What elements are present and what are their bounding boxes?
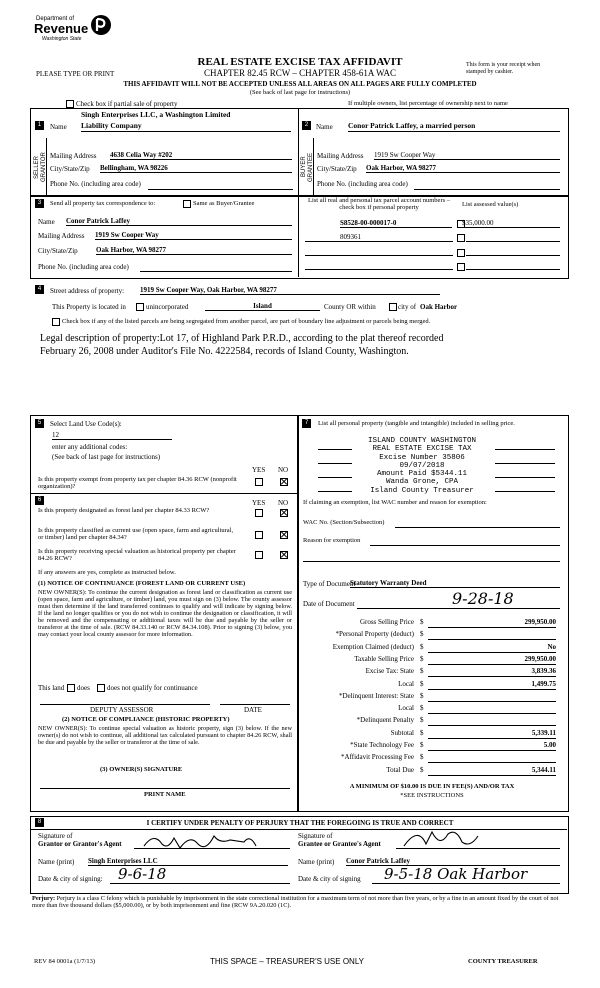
fee-row-label: *State Technology Fee (350, 741, 414, 749)
corr-city-label: City/State/Zip (38, 247, 78, 255)
doc-type-value: Statutory Warranty Deed (350, 579, 560, 588)
seller-city-label: City/State/Zip (50, 165, 90, 173)
doc-type-label: Type of Document (303, 580, 356, 588)
perjury-label: Perjury: (32, 895, 56, 902)
historic-no-checkbox[interactable] (280, 551, 288, 559)
fee-row-label: Local (398, 704, 414, 713)
stamp-line-4: 09/07/2018 (399, 461, 445, 470)
assessed-header: List assessed value(s) (462, 201, 519, 208)
fee-row-value: No (428, 643, 556, 653)
county-value: Island (205, 302, 320, 311)
notice-1-body: NEW OWNER(S): To continue the current designation as forest land or classification as current use (open space, farm and agriculture, or timber) land, you must sign on (3) below. The county assessor must then determine if the land transferred continues to qualify and will indicate by signing below. If the land no longer qualifies or you do not wish to continue the designation or classification, it will be removed and the compensating or additional taxes will be due and payable by the seller or transferor at the time of sale. (RCW 84.33.140 or RCW 84.34.108). Prior to signing (3) below, you may contact your local county assessor for more information. (38, 589, 292, 639)
receipt-note: This form is your receipt when stamped by cashier. (466, 62, 541, 75)
corr-name-label: Name (38, 218, 55, 226)
fee-row-currency: $ (420, 667, 424, 676)
parcel-1-value: S8528-00-000017-0 (340, 219, 452, 228)
fee-row-currency: $ (420, 765, 424, 774)
warning-text: THIS AFFIDAVIT WILL NOT BE ACCEPTED UNLESS ALL AREAS ON ALL PAGES ARE FULLY COMPLETED (123, 80, 477, 88)
chapter-ref: CHAPTER 82.45 RCW – CHAPTER 458-61A WAC (204, 68, 396, 78)
exempt-question: Is this property exempt from property tax per chapter 84.36 RCW (nonprofit organization)? (38, 476, 237, 491)
grantee-name-value: Conor Patrick Laffey (346, 857, 560, 866)
fee-row-currency: $ (420, 654, 424, 663)
fee-row-value: 299,950.00 (428, 618, 556, 628)
located-label: This Property is located in (52, 303, 126, 311)
fee-row-value: 299,950.00 (428, 655, 556, 665)
stamp-line-2: REAL ESTATE EXCISE TAX (372, 445, 472, 454)
grantee-sig-line2: Grantee or Grantee's Agent (298, 840, 381, 849)
send-correspondence-label: Send all property tax correspondence to: (50, 200, 156, 207)
land-use-see-back: (See back of last page for instructions) (52, 453, 161, 461)
grantor-signature-scribble-icon (140, 830, 260, 852)
personal-property-label: List all personal property (tangible and intangible) included in selling price. (318, 420, 515, 427)
assessed-1-value: $35,000.00 (462, 219, 560, 228)
fee-row-label: Gross Selling Price (359, 618, 414, 626)
minimum-due-text: A MINIMUM OF $10.00 IS DUE IN FEE(S) AND/OR TAX (349, 783, 515, 790)
corr-mailing-label: Mailing Address (38, 232, 85, 240)
additional-codes-label: enter any additional codes: (52, 443, 128, 451)
wac-label: WAC No. (Section/Subsection) (303, 519, 385, 526)
treasurer-stamp (352, 437, 492, 495)
fee-row-currency: $ (420, 741, 424, 749)
same-as-buyer-label: Same as Buyer/Grantee (193, 200, 255, 207)
buyer-city-value: Oak Harbor, WA 98277 (366, 164, 560, 173)
fee-row-value (428, 716, 556, 726)
fee-row-value (428, 692, 556, 702)
fee-row-currency: $ (420, 679, 424, 688)
section-7-number: 7 (302, 419, 311, 428)
unincorporated-checkbox[interactable] (136, 303, 144, 311)
s6-no-header: NO (278, 499, 289, 507)
forest-question: Is this property designated as forest land per chapter 84.33 RCW? (38, 507, 210, 514)
grantor-signature (140, 830, 260, 857)
historic-question: Is this property receiving special valuation as historical property per chapter 84.26 RCW? (38, 548, 236, 563)
if-yes-text: If any answers are yes, complete as instructed below. (38, 569, 176, 576)
grantor-name-value: Singh Enterprises LLC (88, 857, 288, 866)
notice-2-title: (2) NOTICE OF COMPLIANCE (HISTORIC PROPERTY) (62, 716, 230, 723)
see-back-text: (See back of last page for instructions) (249, 89, 351, 96)
corr-phone-label: Phone No. (including area code) (38, 263, 129, 271)
parcel-3-personal-checkbox[interactable] (457, 249, 465, 257)
historic-yes-checkbox[interactable] (255, 551, 263, 559)
treasurer-use-label: THIS SPACE – TREASURER'S USE ONLY (210, 957, 365, 966)
form-title: REAL ESTATE EXCISE TAX AFFIDAVIT (197, 56, 403, 68)
corr-name-value: Conor Patrick Laffey (66, 217, 292, 226)
logo-mark-icon (90, 14, 112, 36)
multiple-owners-label: If multiple owners, list percentage of ownership next to name (348, 100, 508, 107)
buyer-city-label: City/State/Zip (317, 165, 357, 173)
please-print: PLEASE TYPE OR PRINT (36, 70, 115, 78)
fee-row-value (428, 753, 556, 763)
parcel-header: List all real and personal tax parcel account numbers – check box if personal property (307, 197, 451, 212)
grantee-signature-label (298, 832, 381, 848)
grantor-sig-line2: Grantor or Grantor's Agent (38, 840, 122, 849)
grantor-signature-label (38, 832, 122, 848)
date-label: DATE (244, 706, 262, 714)
logo-name: Revenue (34, 21, 89, 36)
buyer-mailing-label: Mailing Address (317, 152, 364, 160)
partial-sale-label: Check box if partial sale of property (76, 100, 178, 108)
seller-side-label: SELLER GRANTOR (34, 152, 47, 182)
exemption-label: If claiming an exemption, list WAC number and reason for exemption: (303, 499, 487, 506)
street-value: 1919 Sw Cooper Way, Oak Harbor, WA 98277 (140, 286, 440, 295)
buyer-mailing-value: 1919 Sw Cooper Way (374, 151, 560, 160)
grantee-signature-scribble-icon (400, 826, 480, 852)
fee-row-value: 5,339.11 (428, 729, 556, 739)
seller-name-line2: Liability Company (81, 122, 291, 132)
notice-1-title: (1) NOTICE OF CONTINUANCE (FOREST LAND OR CURRENT USE) (38, 580, 246, 587)
fee-row-label: *Delinquent Penalty (356, 716, 414, 725)
logo-state: Washington State (42, 36, 82, 42)
parcel-2-value: 809361 (340, 233, 361, 241)
form-revision: REV 84 0001a (1/7/13) (34, 958, 96, 965)
fee-row-currency: $ (420, 642, 424, 651)
fee-row-value (428, 704, 556, 714)
county-label: County OR within (324, 303, 376, 311)
seller-name-line1: Singh Enterprises LLC, a Washington Limited (81, 110, 231, 119)
city-of-checkbox[interactable] (389, 303, 397, 311)
fee-row-label: *Delinquent Interest: State (338, 691, 414, 700)
fee-row-value: 5,344.11 (428, 766, 556, 776)
buyer-name-value: Conor Patrick Laffey, a married person (348, 122, 560, 132)
seller-name-label: Name (50, 123, 67, 131)
legal-description-line1: Legal description of property:Lot 17, of Highland Park P.R.D., according to the plat thereof recorded (40, 333, 444, 344)
fee-row-label: *Affidavit Processing Fee (341, 753, 414, 762)
fee-row-currency: $ (420, 716, 424, 725)
fee-row-value: 1,499.75 (428, 680, 556, 690)
s6-yes-header: YES (252, 499, 266, 507)
grantor-date-handwritten: 9-6-18 (118, 865, 167, 883)
land-use-label: Select Land Use Code(s): (50, 420, 122, 428)
county-treasurer-label: COUNTY TREASURER (468, 958, 538, 965)
grantee-sig-line1: Signature of (298, 832, 333, 840)
grantee-signature (400, 826, 480, 857)
parcel-2-personal-checkbox[interactable] (457, 234, 465, 242)
fee-row-currency: $ (420, 753, 424, 762)
fee-row-value (428, 630, 556, 640)
section-6-number: 6 (35, 496, 44, 505)
city-value: Oak Harbor (420, 303, 458, 311)
s5-no-header: NO (278, 466, 289, 474)
fee-row-label: Total Due (386, 765, 414, 774)
legal-description-line2: February 26, 2008 under Auditor's File No. 4222584, records of Island County, Washington. (40, 346, 409, 357)
does-checkbox[interactable] (67, 684, 75, 692)
street-label: Street address of property: (50, 287, 125, 295)
buyer-name-label: Name (316, 123, 333, 131)
perjury-notice (32, 895, 567, 909)
city-of-label: city of (398, 303, 417, 311)
section-8-number: 8 (35, 818, 44, 827)
exempt-yes-checkbox[interactable] (255, 478, 263, 486)
stamp-line-7: Island County Treasurer (370, 486, 474, 495)
doc-date-handwritten: 9-28-18 (452, 589, 514, 608)
fee-row-label: *Personal Property (deduct) (335, 630, 414, 639)
section-2-number: 2 (302, 121, 311, 130)
notice-2-body: NEW OWNER(S): To continue special valuation as historic property, sign (3) below. If the new owner(s) do not wish to continue, all additional tax calculated pursuant to chapter 84.26 RCW, shall be due and payable by the seller or transferor at the time of sale. (38, 725, 292, 747)
current-use-no-checkbox[interactable] (280, 531, 288, 539)
fee-row-label: Exemption Claimed (deduct) (332, 642, 414, 651)
fee-row-label: Excise Tax: State (365, 667, 414, 676)
reason-label: Reason for exemption (303, 537, 361, 544)
seller-city-value: Bellingham, WA 98226 (100, 164, 292, 173)
grantor-sig-line1: Signature of (38, 832, 73, 840)
grantor-date-label: Date & city of signing: (38, 875, 103, 883)
partial-sale-checkbox[interactable] (66, 100, 74, 108)
fee-row-currency: $ (420, 691, 424, 700)
logo-dept: Department of (36, 16, 75, 22)
corr-mailing-value: 1919 Sw Cooper Way (95, 231, 292, 240)
fee-row-label: Local (398, 679, 414, 688)
buyer-side-label: BUYER GRANTEE (301, 152, 314, 182)
section-3-number: 3 (35, 199, 44, 208)
segregated-checkbox[interactable] (52, 318, 60, 326)
land-use-code: 12 (52, 431, 172, 440)
fee-row-label: Subtotal (390, 728, 414, 737)
current-use-yes-checkbox[interactable] (255, 531, 263, 539)
section-5-number: 5 (35, 419, 44, 428)
buyer-phone-label: Phone No. (including area code) (317, 180, 408, 188)
seller-mailing-value: 4638 Celia Way #202 (110, 151, 292, 160)
fee-row-currency: $ (420, 630, 424, 639)
stamp-line-5: Amount Paid $5344.11 (376, 470, 467, 478)
grantor-name-label: Name (print) (38, 858, 75, 866)
does-not-checkbox[interactable] (97, 684, 105, 692)
segregated-label: Check box if any of the listed parcels are being segregated from another parcel, are part of boundary line adjustment or parcels being merged. (62, 318, 431, 325)
forest-no-checkbox[interactable] (280, 509, 288, 517)
parcel-4-personal-checkbox[interactable] (457, 263, 465, 271)
fee-row-currency: $ (420, 728, 424, 737)
stamp-line-1: ISLAND COUNTY WASHINGTON (367, 437, 477, 445)
certify-text: I CERTIFY UNDER PENALTY OF PERJURY THAT THE FOREGOING IS TRUE AND CORRECT (146, 819, 454, 827)
fee-row-currency: $ (420, 618, 424, 626)
seller-mailing-label: Mailing Address (50, 152, 97, 160)
current-use-question: Is this property classified as current use (open space, farm and agricultural, or timber) land per chapter 84.34? (38, 527, 234, 542)
does-not-label: does not qualify for continuance (107, 684, 198, 692)
stamp-line-3: Excise Number 35806 (379, 453, 465, 462)
same-as-buyer-checkbox[interactable] (183, 200, 191, 208)
section-4-number: 4 (35, 285, 44, 294)
does-label: does (77, 684, 90, 692)
fee-row-currency: $ (420, 704, 424, 713)
forest-yes-checkbox[interactable] (255, 509, 263, 517)
grantee-date-handwritten: 9-5-18 Oak Harbor (384, 865, 528, 883)
unincorporated-label: unincorporated (146, 303, 189, 311)
s5-yes-header: YES (252, 466, 266, 474)
grantee-date-label: Date & city of signing (298, 875, 361, 883)
owner-signature-label: (3) OWNER(S) SIGNATURE (100, 766, 183, 773)
print-name-label: PRINT NAME (144, 791, 186, 798)
fee-row-label: Taxable Selling Price (354, 654, 414, 663)
corr-city-value: Oak Harbor, WA 98277 (96, 246, 292, 255)
perjury-text: Perjury is a class C felony which is punishable by imprisonment in the state correctional institution for a maximum term of not more than five years, or by a fine in an amount fixed by the court of not more than five thousand dollars ($5,000.00), or by both imprisonment and fine (RCW 9A.20.020 (1C). (32, 895, 559, 910)
fee-row-value: 3,839.36 (428, 667, 556, 677)
stamp-line-6: Wanda Grone, CPA (385, 478, 458, 487)
section-1-number: 1 (35, 121, 44, 130)
doc-date-label: Date of Document (303, 600, 355, 608)
dor-logo (36, 16, 106, 50)
grantee-name-label: Name (print) (298, 858, 335, 866)
fee-row-value: 5.00 (428, 741, 556, 751)
see-instructions-text: *SEE INSTRUCTIONS (400, 792, 464, 799)
deputy-assessor-label: DEPUTY ASSESSOR (90, 706, 154, 714)
exempt-no-checkbox[interactable] (280, 478, 288, 486)
seller-phone-label: Phone No. (including area code) (50, 180, 141, 188)
this-land-label: This land (38, 684, 65, 692)
